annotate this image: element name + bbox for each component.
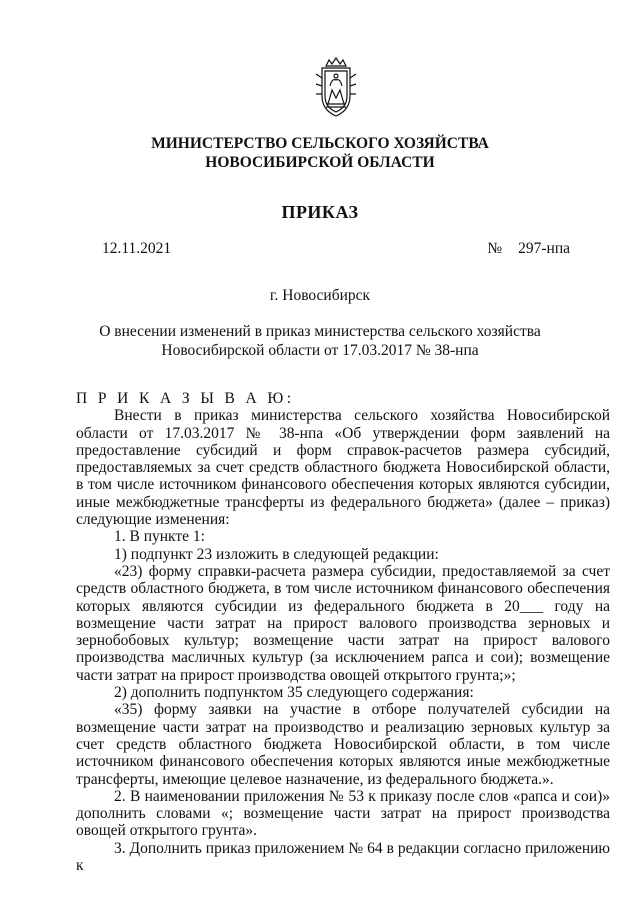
document-city: г. Новосибирск — [269, 287, 371, 304]
subject-line-1: О внесении изменений в приказ министерства сельского хозяйства — [99, 323, 541, 340]
document-number: 297-нпа — [518, 240, 570, 257]
document-body — [76, 390, 610, 874]
document-number-block — [487, 240, 570, 258]
subject-line-2: Новосибирской области от 17.03.2017 № 38-нпа — [161, 342, 479, 359]
document-date: 12.11.2021 — [102, 240, 172, 257]
body-paragraph: «23) форму справки-расчета размера субсидии, предоставляемой за счет средств областного бюджета, в том числе источником финансового обеспечения которых являются субсидии из федерального бюджета в 20___ году на возмещение части затрат на прирост валового производства зерновых и зернобобовых культур; возмещение части затрат на прирост валового производства масличных культур (за исключением рапса и сои); возмещение части затрат на прирост производства овощей открытого грунта;»; — [76, 562, 610, 684]
body-paragraph: «35) форму заявки на участие в отборе получателей субсидии на возмещение части затрат на производство и реализацию зерновых культур за счет средств областного бюджета Новосибирской области, в том числе источником финансового обеспечения которых являются иные межбюджетные трансферты, имеющие целевое назначение, из федерального бюджета.». — [76, 701, 610, 788]
body-paragraph: 2. В наименовании приложения № 53 к приказу после слов «рапса и сои)» дополнить словами «; возмещение части затрат на прирост производства овощей открытого грунта». — [76, 787, 610, 840]
body-paragraph: 2) дополнить подпунктом 35 следующего содержания: — [114, 684, 474, 702]
order-word: П Р И К А З Ы В А Ю: — [76, 390, 295, 407]
body-paragraph: 1. В пункте 1: — [114, 528, 205, 546]
body-paragraph: 3. Дополнить приказ приложением № 64 в редакции согласно приложению к — [76, 839, 610, 875]
document-title: ПРИКАЗ — [281, 202, 359, 222]
body-paragraph: 1) подпункт 23 изложить в следующей редакции: — [114, 545, 439, 563]
ministry-name — [0, 134, 640, 172]
number-sign: № — [487, 240, 503, 257]
coat-of-arms-icon — [314, 56, 358, 120]
ministry-line-1: МИНИСТЕРСТВО СЕЛЬСКОГО ХОЗЯЙСТВА — [151, 135, 489, 152]
document-subject — [0, 322, 640, 360]
body-paragraph: Внести в приказ министерства сельского хозяйства Новосибирской области от 17.03.2017 № 38-нпа «Об утверждении форм заявлений на предоставление субсидий и форм справок-расчетов размера субсидий, предоставляемых за счет средств областного бюджета Новосибирской области, в том числе источником финансового обеспечения которых являются субсидии, иные межбюджетные трансферты из федерального бюджета» (далее – приказ) следующие изменения: — [76, 407, 610, 529]
ministry-line-2: НОВОСИБИРСКОЙ ОБЛАСТИ — [205, 154, 435, 171]
